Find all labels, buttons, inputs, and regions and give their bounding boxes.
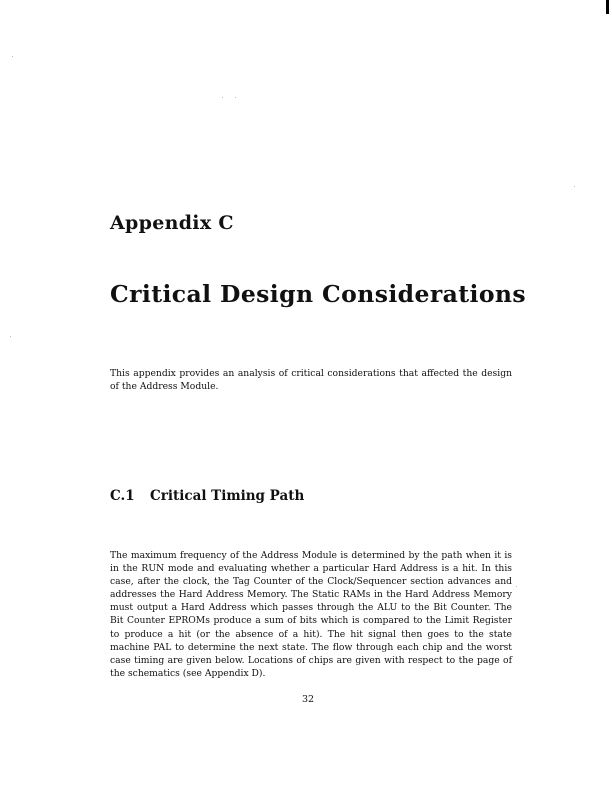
scan-speck <box>235 97 236 98</box>
page-number: 32 <box>301 694 315 705</box>
scan-speck <box>222 97 223 98</box>
body-paragraph: The maximum frequency of the Address Module is determined by the path when it is in the RUN mode and evaluating whether a particular Hard Address is a hit. In this case, after the clock, the Tag Counter of the Clock/Sequencer section advances and addresses the Hard Address Memory. The Static RAMs in the Hard Address Memory must output a Hard Address which passes through the ALU to the Bit Counter. The Bit Counter EPROMs produce a sum of bits which is compared to the Limit Register to produce a hit (or the absence of a hit). The hit signal then goes to the state machine PAL to determine the next state. The flow through each chip and the worst case timing are given below. Locations of chips are given with respect to the page of the schematics (see Appendix D). <box>110 550 512 679</box>
scan-speck <box>574 186 575 187</box>
intro-paragraph: This appendix provides an analysis of critical considerations that affected the design of the Address Module. <box>110 368 512 392</box>
section-heading <box>110 488 304 504</box>
scan-corner-mark <box>606 0 609 14</box>
scan-speck <box>516 586 517 587</box>
scan-speck <box>12 56 13 57</box>
section-number: C.1 <box>110 488 135 504</box>
appendix-label: Appendix C <box>110 212 234 234</box>
scan-speck <box>10 336 11 337</box>
chapter-title: Critical Design Considerations <box>110 280 527 308</box>
section-title: Critical Timing Path <box>150 488 305 504</box>
